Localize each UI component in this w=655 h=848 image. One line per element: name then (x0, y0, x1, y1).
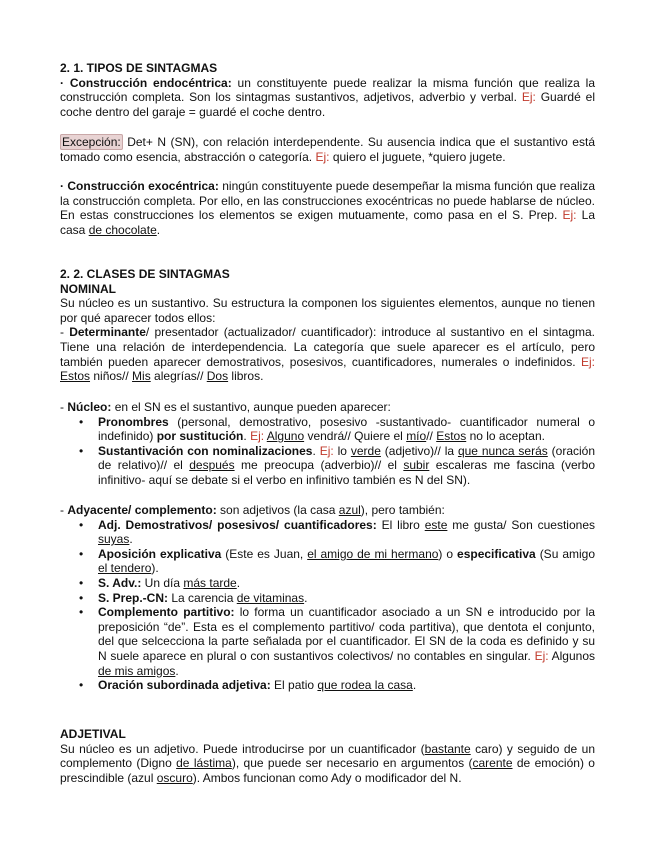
exocentric-text: ningún constituyente puede desempeñar la misma función que realiza la construcción completa. Por ello, en las construcciones exocéntricas no puede hablarse de núcleo. En estas construcciones los elementos se exigen mutuamente, como pasa en el S. Prep. (60, 179, 596, 223)
adjetival-text: ), que puede ser necesario en argumentos ( (231, 756, 473, 771)
endocentric-lead: · Construcción endocéntrica: (60, 75, 232, 90)
example-label: Ej: (580, 354, 595, 369)
example-word: el tendero (98, 561, 152, 576)
exocentric-example: La casa (60, 208, 595, 237)
nucleo-text: en el SN es el sustantivo, aunque pueden aparecer: (111, 400, 391, 414)
example-word: que rodea la casa (317, 678, 413, 693)
nucleo-block (60, 400, 595, 488)
item-lead: Aposición explicativa (98, 546, 222, 561)
determinante-paragraph (60, 325, 595, 383)
endocentric-example: Guardé el coche dentro del garaje = guardé el coche dentro. (60, 90, 595, 119)
example-label: Ej: (315, 149, 330, 164)
example-word: este (424, 517, 448, 532)
example-text: escaleras me fascina (verbo infinitivo- aquí se debate si el verbo en infinitivo también es N del SN). (98, 458, 595, 487)
adyacente-text: ), pero también: (360, 503, 445, 517)
item-lead: Oración subordinada adjetiva: (98, 678, 271, 693)
item-text: (personal, demostrativo, posesivo -sustantivado- cuantificador numeral o indefinido) (98, 414, 595, 444)
example-label: Ej: (250, 429, 265, 444)
endocentric-block (60, 61, 595, 119)
example-word: más tarde (183, 575, 237, 590)
nucleo-paragraph (60, 400, 595, 415)
nominal-intro: Su núcleo es un sustantivo. Su estructura la componen los siguientes elementos, aunque no tienen por qué aparecer todos ellos: (60, 296, 595, 325)
example-label: Ej: (521, 90, 536, 105)
example-text: niños// (90, 369, 133, 384)
dash: - (60, 325, 70, 340)
endocentric-text: un constituyente puede realizar la misma función que realiza la construcción completa. Son los sintagmas sustantivos, adjetivos, adverbio y verbal. (60, 75, 596, 105)
example-text: alegrías// (150, 369, 207, 384)
example-text: vendrá// Quiere el (304, 429, 407, 444)
item-lead: S. Adv.: (98, 575, 142, 590)
example-word: carente (472, 756, 513, 771)
exception-label: Excepción: (62, 135, 121, 149)
example-text: ) o (438, 546, 458, 561)
dash: - (60, 503, 68, 517)
determinante-text: / presentador (actualizador/ cuantificador): introduce al sustantivo en el sintagma. Tiene una relación de interdependencia. La categoría que suele aparecer es el artículo, pero también pueden aparecer demostrativos, posesivos, cuantificadores, numerales o indefinidos. (60, 325, 596, 369)
endocentric-paragraph (60, 76, 595, 120)
example-text: lo (333, 443, 351, 458)
example-word: verde (350, 443, 381, 458)
adjetival-block (60, 727, 595, 785)
example-word: Mis (132, 369, 151, 384)
subsection-title-adjetival: ADJETIVAL (60, 727, 126, 741)
section-title-clases: 2. 2. CLASES DE SINTAGMAS (60, 267, 230, 281)
adjetival-text: caro) y seguido de un complemento (Digno (60, 741, 595, 771)
example-word: de vitaminas (236, 590, 305, 605)
punctuation: . (412, 678, 417, 693)
example-text: (oración de relativo)// el (98, 443, 596, 473)
item-bold: especificativa (457, 546, 536, 561)
example-word: de mis amigos (98, 663, 176, 678)
punctuation: . (156, 222, 161, 237)
adyacente-list (60, 518, 595, 693)
subsection-title-nominal: NOMINAL (60, 281, 116, 296)
item-text: lo forma un cuantificador asociado a un SN e introducido por la preposición “de”. Esta es el complemento partitivo/ coda partitiva), que dentota el conjunto, del que selcecciona la parte señalada por el cuantificador. El SN de la coda es definido y su N suele aparece en plural o con sustantivos colectivos/ no contables en singular. (98, 605, 595, 663)
exocentric-example-underlined: de chocolate (88, 222, 157, 237)
example-label: Ej: (562, 208, 577, 223)
example-word: de lástima (176, 756, 232, 771)
list-item (98, 591, 595, 606)
example-label: Ej: (319, 443, 334, 458)
example-word: oscuro (156, 770, 193, 785)
determinante-lead: Determinante (69, 325, 146, 340)
example-text: Un día (141, 575, 184, 590)
adyacente-text: son adjetivos (la casa (216, 503, 339, 517)
exception-example: quiero el juguete, *quiero jugete. (329, 149, 506, 164)
exocentric-lead: · Construcción exocéntrica: (60, 179, 219, 193)
example-word: el amigo de mi hermano (307, 546, 439, 561)
example-text: me gusta/ Son cuestiones (447, 517, 595, 532)
example-word: suyas (98, 532, 130, 547)
list-item (98, 415, 595, 444)
adyacente-paragraph (60, 503, 595, 518)
nominal-intro-block (60, 267, 595, 384)
nucleo-lead: Núcleo: (67, 400, 112, 414)
example-word: mío (406, 429, 427, 444)
example-word: Dos (206, 369, 229, 384)
list-item (98, 444, 595, 488)
item-lead: Sustantivación con nominalizaciones (98, 443, 313, 458)
item-bold: por sustitución (156, 429, 244, 444)
adjetival-paragraph (60, 742, 595, 786)
exception-text: Det+ N (SN), con relación interdependente. Su ausencia indica que el sustantivo está tomado como esencia, abstracción o categoría. (60, 135, 595, 164)
list-item (98, 518, 595, 547)
example-text: // (426, 429, 437, 444)
example-text: me preocupa (adverbio)// el (234, 458, 404, 473)
list-item (98, 547, 595, 576)
list-item (98, 576, 595, 591)
example-label: Ej: (534, 648, 549, 663)
adjetival-text: Su núcleo es un adjetivo. Puede introducirse por un cuantificador ( (60, 741, 425, 756)
list-item (98, 605, 595, 678)
item-lead: Adj. Demostrativos/ posesivos/ cuantificadores: (98, 517, 377, 532)
exception-paragraph (60, 135, 595, 164)
punctuation: . (312, 443, 320, 458)
punctuation: . (175, 663, 179, 678)
punctuation: . (236, 575, 241, 590)
example-word: subir (403, 458, 430, 473)
item-lead: S. Prep.-CN: (98, 590, 169, 605)
example-text: (Este es Juan, (221, 546, 308, 561)
adyacente-block (60, 503, 595, 693)
example-text: El libro (376, 517, 425, 532)
example-word: bastante (424, 741, 471, 756)
exocentric-paragraph (60, 179, 595, 237)
punctuation: . (304, 590, 308, 605)
example-text: (adjetivo)// la (380, 443, 458, 458)
example-word: Estos (436, 429, 467, 444)
adjetival-text: de emoción) o prescindible (azul (60, 756, 595, 785)
item-lead: Pronombres (98, 414, 169, 429)
adyacente-lead: Adyacente/ complemento: (67, 503, 217, 517)
section-title-tipos: 2. 1. TIPOS DE SINTAGMAS (60, 61, 218, 75)
adjetival-text: ). Ambos funcionan como Ady o modificador del N. (192, 770, 462, 785)
item-lead: Complemento partitivo: (98, 605, 235, 620)
punctuation: ). (151, 561, 159, 576)
example-text: no lo aceptan. (466, 429, 545, 444)
example-text: libros. (228, 369, 264, 384)
example-word: después (189, 458, 235, 473)
example-text: Algunos (548, 648, 595, 663)
example-text: (Su amigo (535, 546, 596, 561)
example-word: que nunca serás (457, 443, 548, 458)
dash: - (60, 400, 68, 414)
list-item (98, 678, 595, 693)
punctuation: . (243, 429, 251, 444)
example-text: La carencia (168, 590, 237, 605)
nucleo-list (60, 415, 595, 488)
example-word: azul (338, 503, 361, 517)
punctuation: . (129, 532, 133, 547)
example-text: El patio (270, 678, 318, 693)
example-word: Estos (60, 369, 91, 384)
example-word: Alguno (266, 429, 305, 444)
